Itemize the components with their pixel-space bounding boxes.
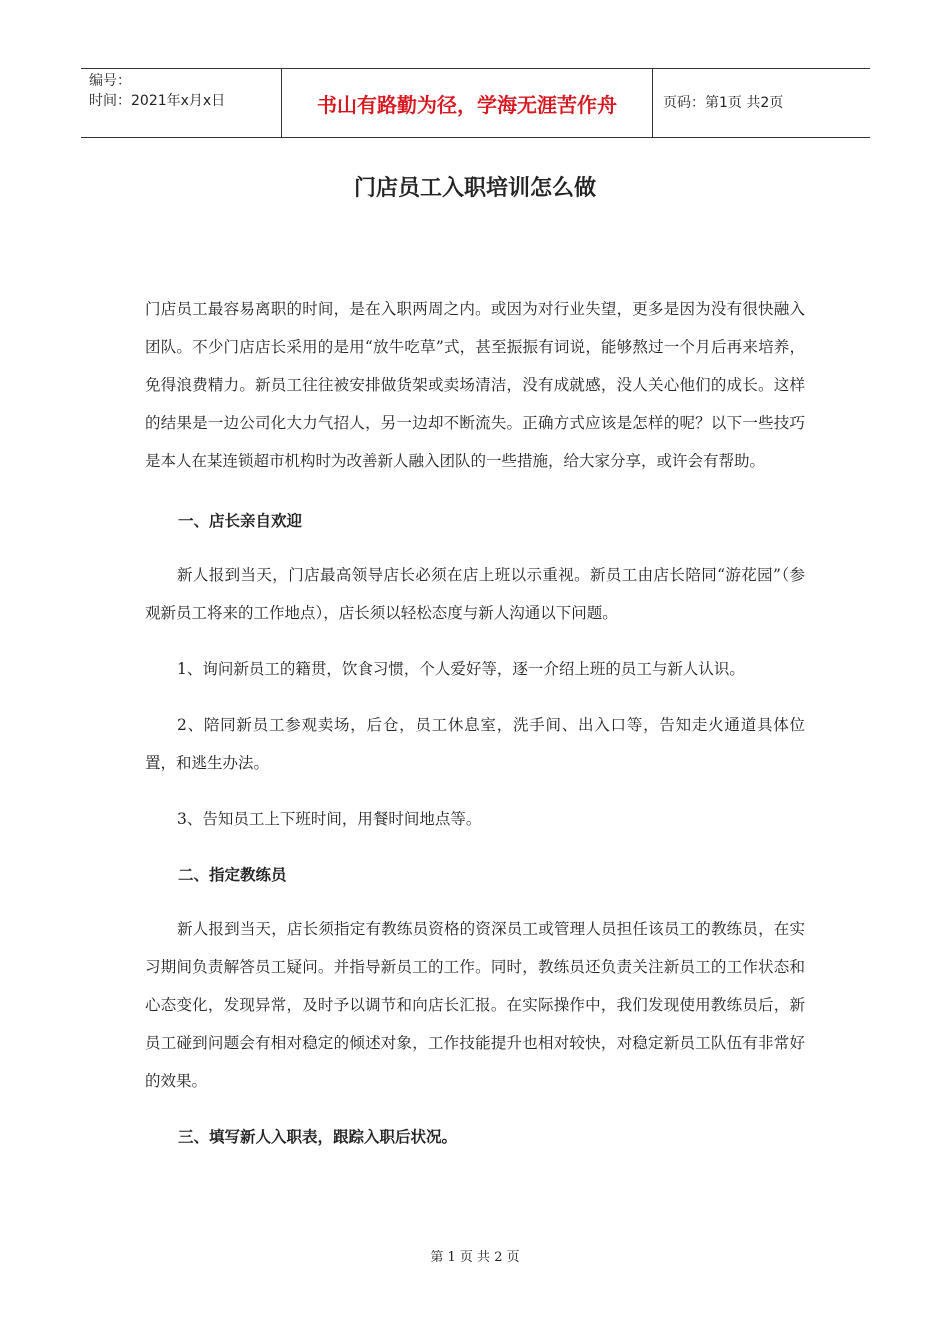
section2-paragraph: 新人报到当天，店长须指定有教练员资格的资深员工或管理人员担任该员工的教练员，在实习期间负责解答员工疑问。并指导新员工的工作。同时，教练员还负责关注新员工的工作状态和心态变化，发现异常，及时予以调节和向店长汇报。在实际操作中，我们发现使用教练员后，新员工碰到问题会有相对稳定的倾述对象，工作技能提升也相对较快，对稳定新员工队伍有非常好的效果。: [145, 920, 805, 1090]
section1-paragraph: 新人报到当天，门店最高领导店长必须在店上班以示重视。新员工由店长陪同“游花园”（参观新员工将来的工作地点），店长须以轻松态度与新人沟通以下问题。: [145, 566, 805, 622]
list-item-1: 1、询问新员工的籍贯，饮食习惯，个人爱好等，逐一介绍上班的员工与新人认识。: [177, 660, 745, 678]
document-body: [145, 290, 805, 1156]
section-heading-2: 二、指定教练员: [178, 866, 287, 884]
page-footer: 第 1 页 共 2 页: [430, 1250, 520, 1265]
document-number-label: 编号：: [89, 73, 131, 89]
document-date-label: 时间：2021年x月x日: [89, 93, 226, 109]
header-motto: 书山有路勤为径，学海无涯苦作舟: [281, 69, 653, 137]
header-page-info: 页码：第1页 共2页: [663, 95, 784, 111]
section-heading-1: 一、店长亲自欢迎: [178, 512, 303, 530]
intro-paragraph: 门店员工最容易离职的时间，是在入职两周之内。或因为对行业失望，更多是因为没有很快融入团队。不少门店店长采用的是用“放牛吃草”式，甚至振振有词说，能够熬过一个月后再来培养，免得浪费精力。新员工往往被安排做货架或卖场清洁，没有成就感，没人关心他们的成长。这样的结果是一边公司化大力气招人，另一边却不断流失。正确方式应该是怎样的呢？以下一些技巧是本人在某连锁超市机构时为改善新人融入团队的一些措施，给大家分享，或许会有帮助。: [145, 300, 805, 470]
list-item-2: 2、陪同新员工参观卖场，后仓，员工休息室，洗手间、出入口等，告知走火通道具体位置，和逃生办法。: [145, 716, 805, 772]
header-meta: [81, 69, 281, 137]
document-title: 门店员工入职培训怎么做: [353, 176, 596, 201]
section-heading-3: 三、填写新人入职表，跟踪入职后状况。: [178, 1128, 458, 1146]
list-item-3: 3、告知员工上下班时间，用餐时间地点等。: [177, 810, 482, 828]
document-header: [81, 68, 870, 138]
